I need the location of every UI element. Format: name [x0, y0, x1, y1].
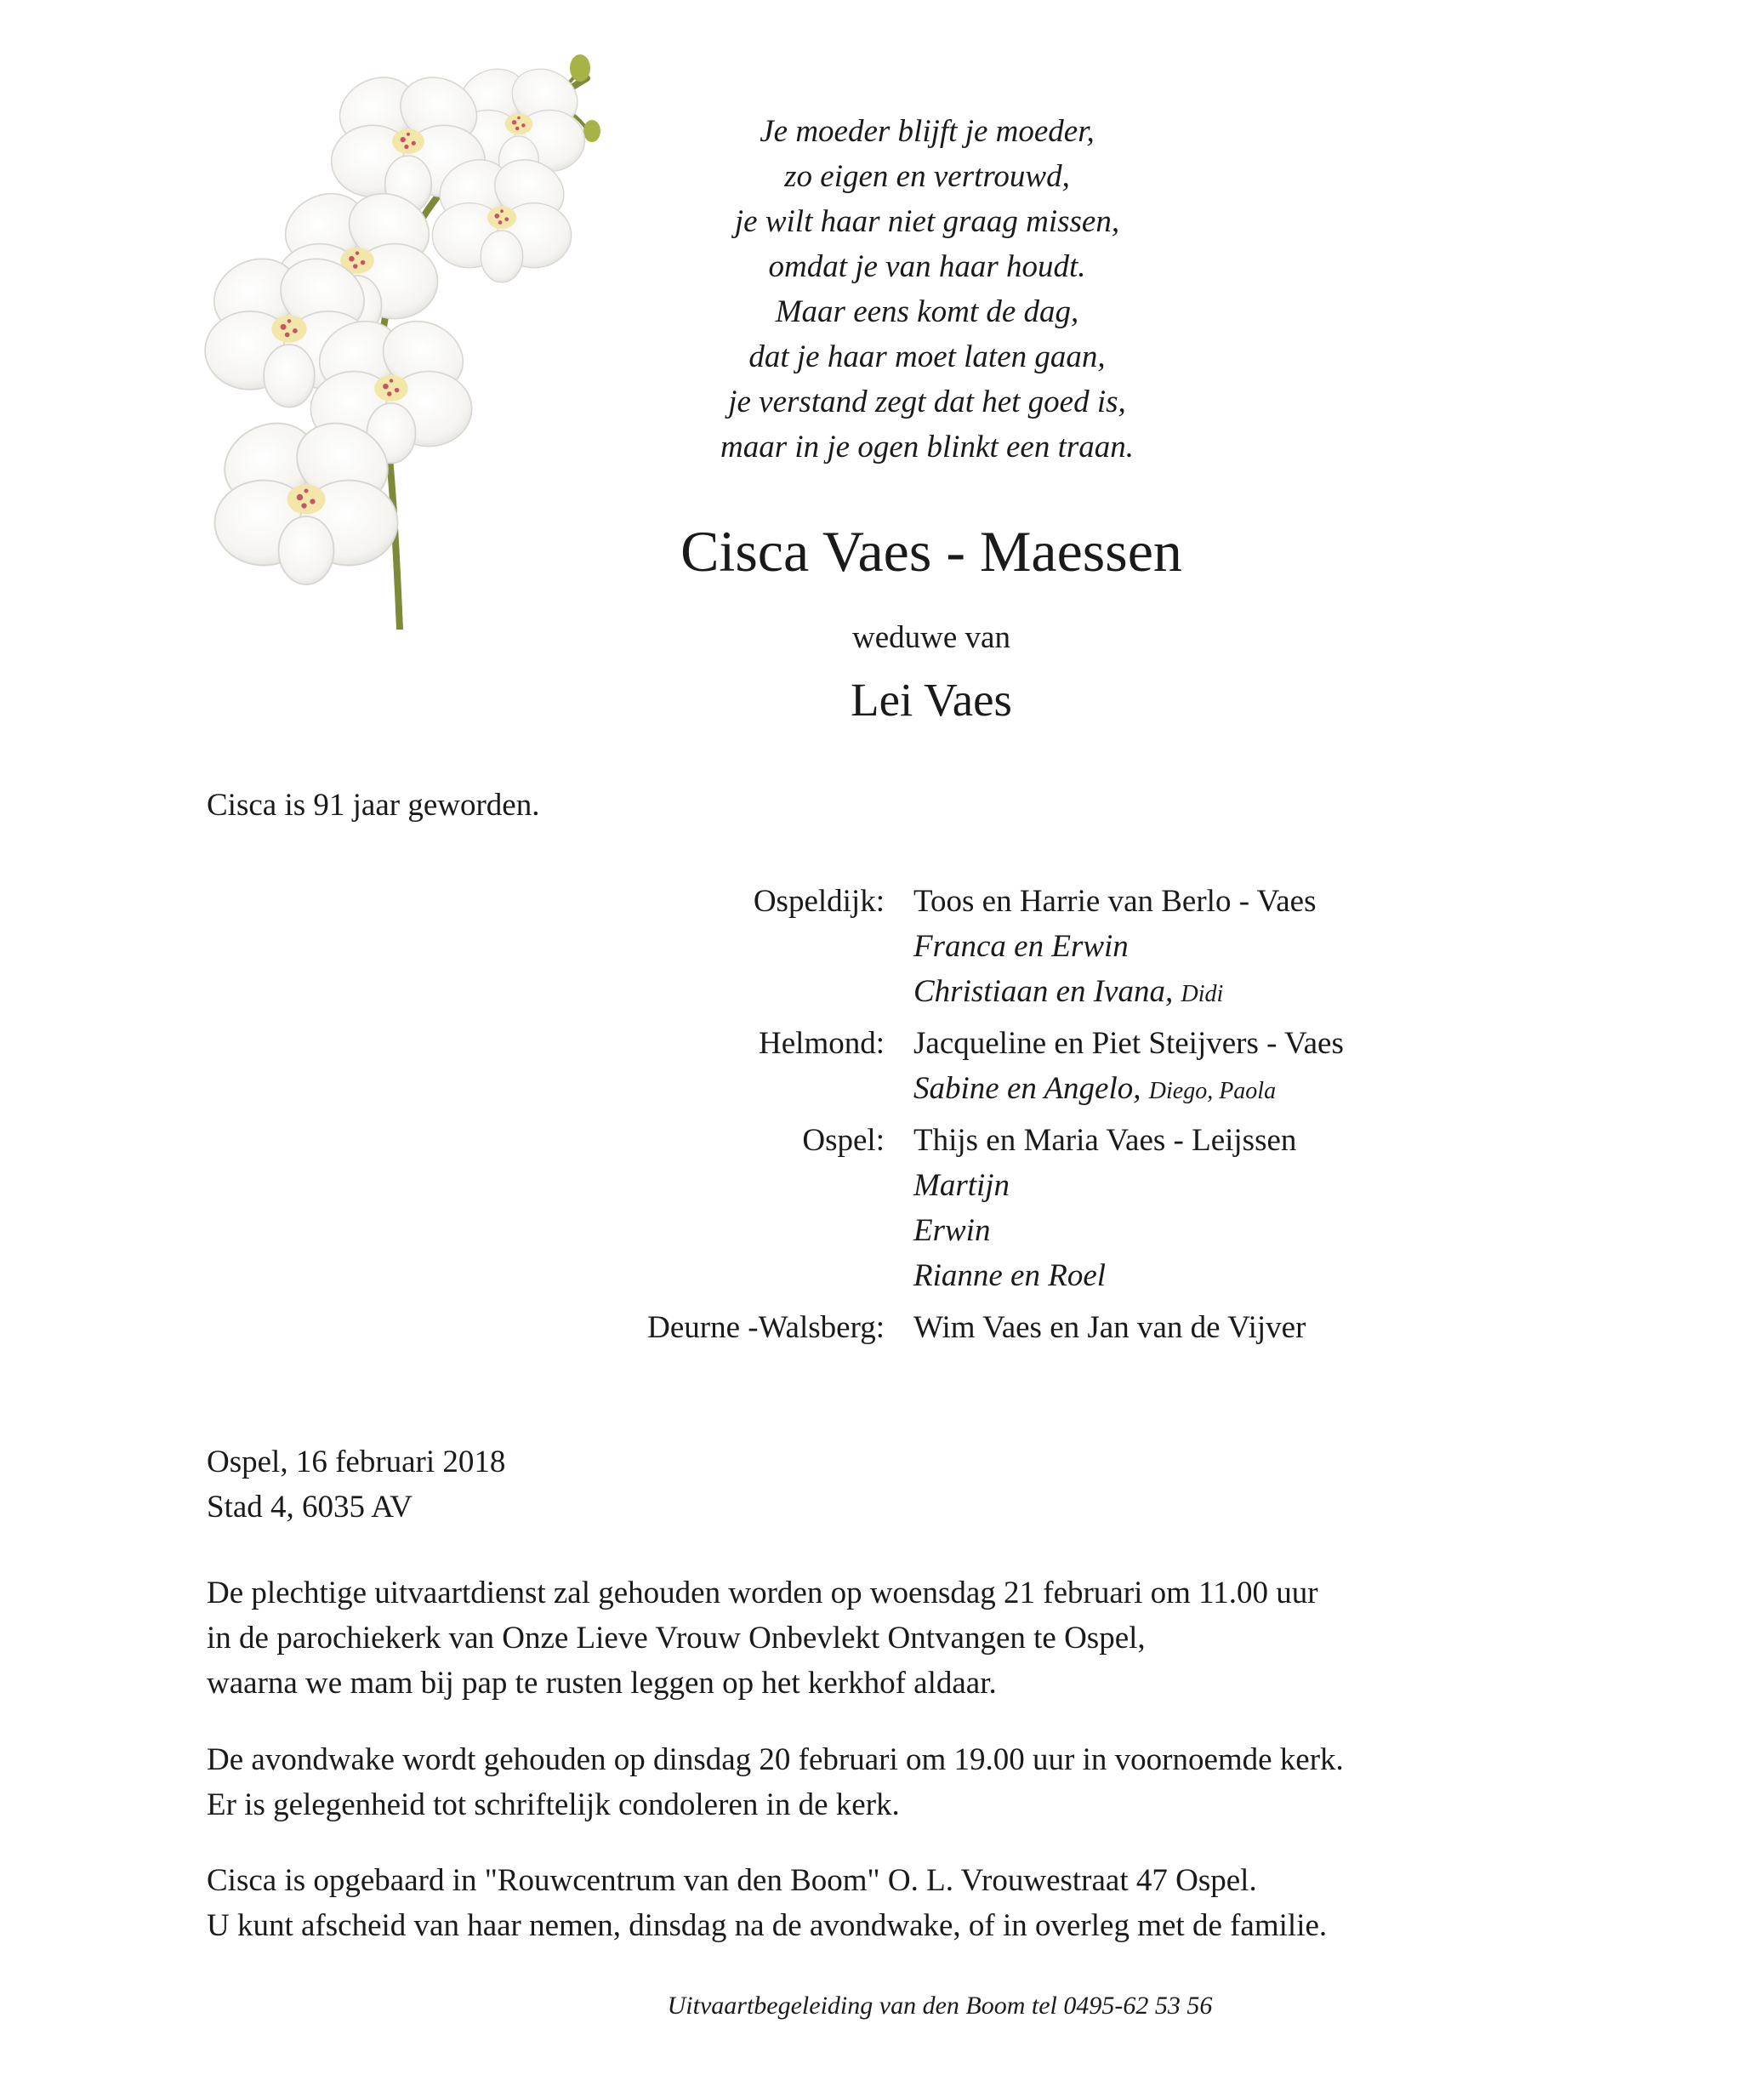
viewing-line: Cisca is opgebaard in "Rouwcentrum van den Boom" O. L. Vrouwestraat 47 Ospel. [207, 1863, 1257, 1898]
family-row [0, 879, 1764, 924]
poem-line: Maar eens komt de dag, [775, 294, 1079, 329]
poem-line: je wilt haar niet graag missen, [734, 204, 1120, 239]
funeral-director-footer: Uitvaartbegeleiding van den Boom tel 0495-62 53 56 [667, 1992, 1213, 2020]
service-line: De plechtige uitvaartdienst zal gehouden worden op woensdag 21 februari om 11.00 uur [207, 1576, 1318, 1610]
service-line: in de parochiekerk van Onze Lieve Vrouw Onbevlekt Ontvangen te Ospel, [207, 1621, 1146, 1656]
vigil-paragraph [207, 1737, 1344, 1827]
family-child [913, 969, 1223, 1017]
service-paragraph [207, 1570, 1318, 1706]
child-name: Christiaan en Ivana, [913, 974, 1174, 1009]
child-name: Martijn [913, 1168, 1010, 1203]
family-child [913, 1208, 990, 1253]
age-statement: Cisca is 91 jaar geworden. [207, 788, 540, 823]
service-line: waarna we mam bij pap te rusten leggen op het kerkhof aldaar. [207, 1666, 997, 1701]
grandchild-names: Diego, Paola [1148, 1078, 1277, 1104]
widow-of-label: weduwe van [852, 620, 1010, 655]
poem-line: zo eigen en vertrouwd, [784, 159, 1070, 194]
poem-line: Je moeder blijft je moeder, [760, 114, 1095, 149]
family-row [0, 969, 1764, 1014]
viewing-paragraph [207, 1858, 1327, 1948]
family-place: Helmond: [759, 1026, 885, 1061]
place-date: Ospel, 16 februari 2018 [207, 1445, 506, 1479]
child-name: Sabine en Angelo, [913, 1071, 1141, 1106]
spouse-name: Lei Vaes [851, 674, 1012, 726]
family-parents: Wim Vaes en Jan van de Vijver [913, 1310, 1306, 1345]
poem-line: omdat je van haar houdt. [768, 249, 1086, 284]
family-row [0, 924, 1764, 969]
family-child [913, 1253, 1106, 1298]
family-child [913, 1163, 1010, 1208]
family-row [0, 1021, 1764, 1066]
poem-line: dat je haar moet laten gaan, [748, 339, 1106, 374]
family-parents: Toos en Harrie van Berlo - Vaes [913, 884, 1317, 919]
family-place: Deurne -Walsberg: [647, 1310, 885, 1345]
family-parents: Jacqueline en Piet Steijvers - Vaes [913, 1026, 1344, 1061]
family-child [913, 924, 1129, 969]
child-name: Erwin [913, 1213, 991, 1248]
family-row [0, 1305, 1764, 1350]
family-place: Ospel: [802, 1123, 885, 1158]
family-row [0, 1253, 1764, 1298]
place-date-block [207, 1439, 505, 1530]
family-place: Ospeldijk: [753, 884, 885, 919]
family-row [0, 1066, 1764, 1111]
family-child [913, 1066, 1276, 1114]
family-row [0, 1208, 1764, 1253]
poem-line: maar in je ogen blinkt een traan. [720, 430, 1135, 465]
poem [672, 109, 1182, 470]
child-name: Rianne en Roel [913, 1258, 1107, 1293]
viewing-line: U kunt afscheid van haar nemen, dinsdag na de avondwake, of in overleg met de familie. [207, 1908, 1328, 1943]
grandchild-names: Didi [1181, 981, 1224, 1007]
family-row [0, 1163, 1764, 1208]
family-parents: Thijs en Maria Vaes - Leijssen [913, 1123, 1297, 1158]
poem-line: je verstand zegt dat het goed is, [728, 385, 1126, 419]
street-address: Stad 4, 6035 AV [207, 1490, 413, 1525]
family-list [0, 879, 1764, 1350]
vigil-line: Er is gelegenheid tot schriftelijk condoleren in de kerk. [207, 1787, 900, 1822]
family-row [0, 1118, 1764, 1163]
deceased-name: Cisca Vaes - Maessen [680, 519, 1182, 584]
child-name: Franca en Erwin [913, 929, 1129, 964]
vigil-line: De avondwake wordt gehouden op dinsdag 20 februari om 19.00 uur in voornoemde kerk. [207, 1742, 1344, 1777]
